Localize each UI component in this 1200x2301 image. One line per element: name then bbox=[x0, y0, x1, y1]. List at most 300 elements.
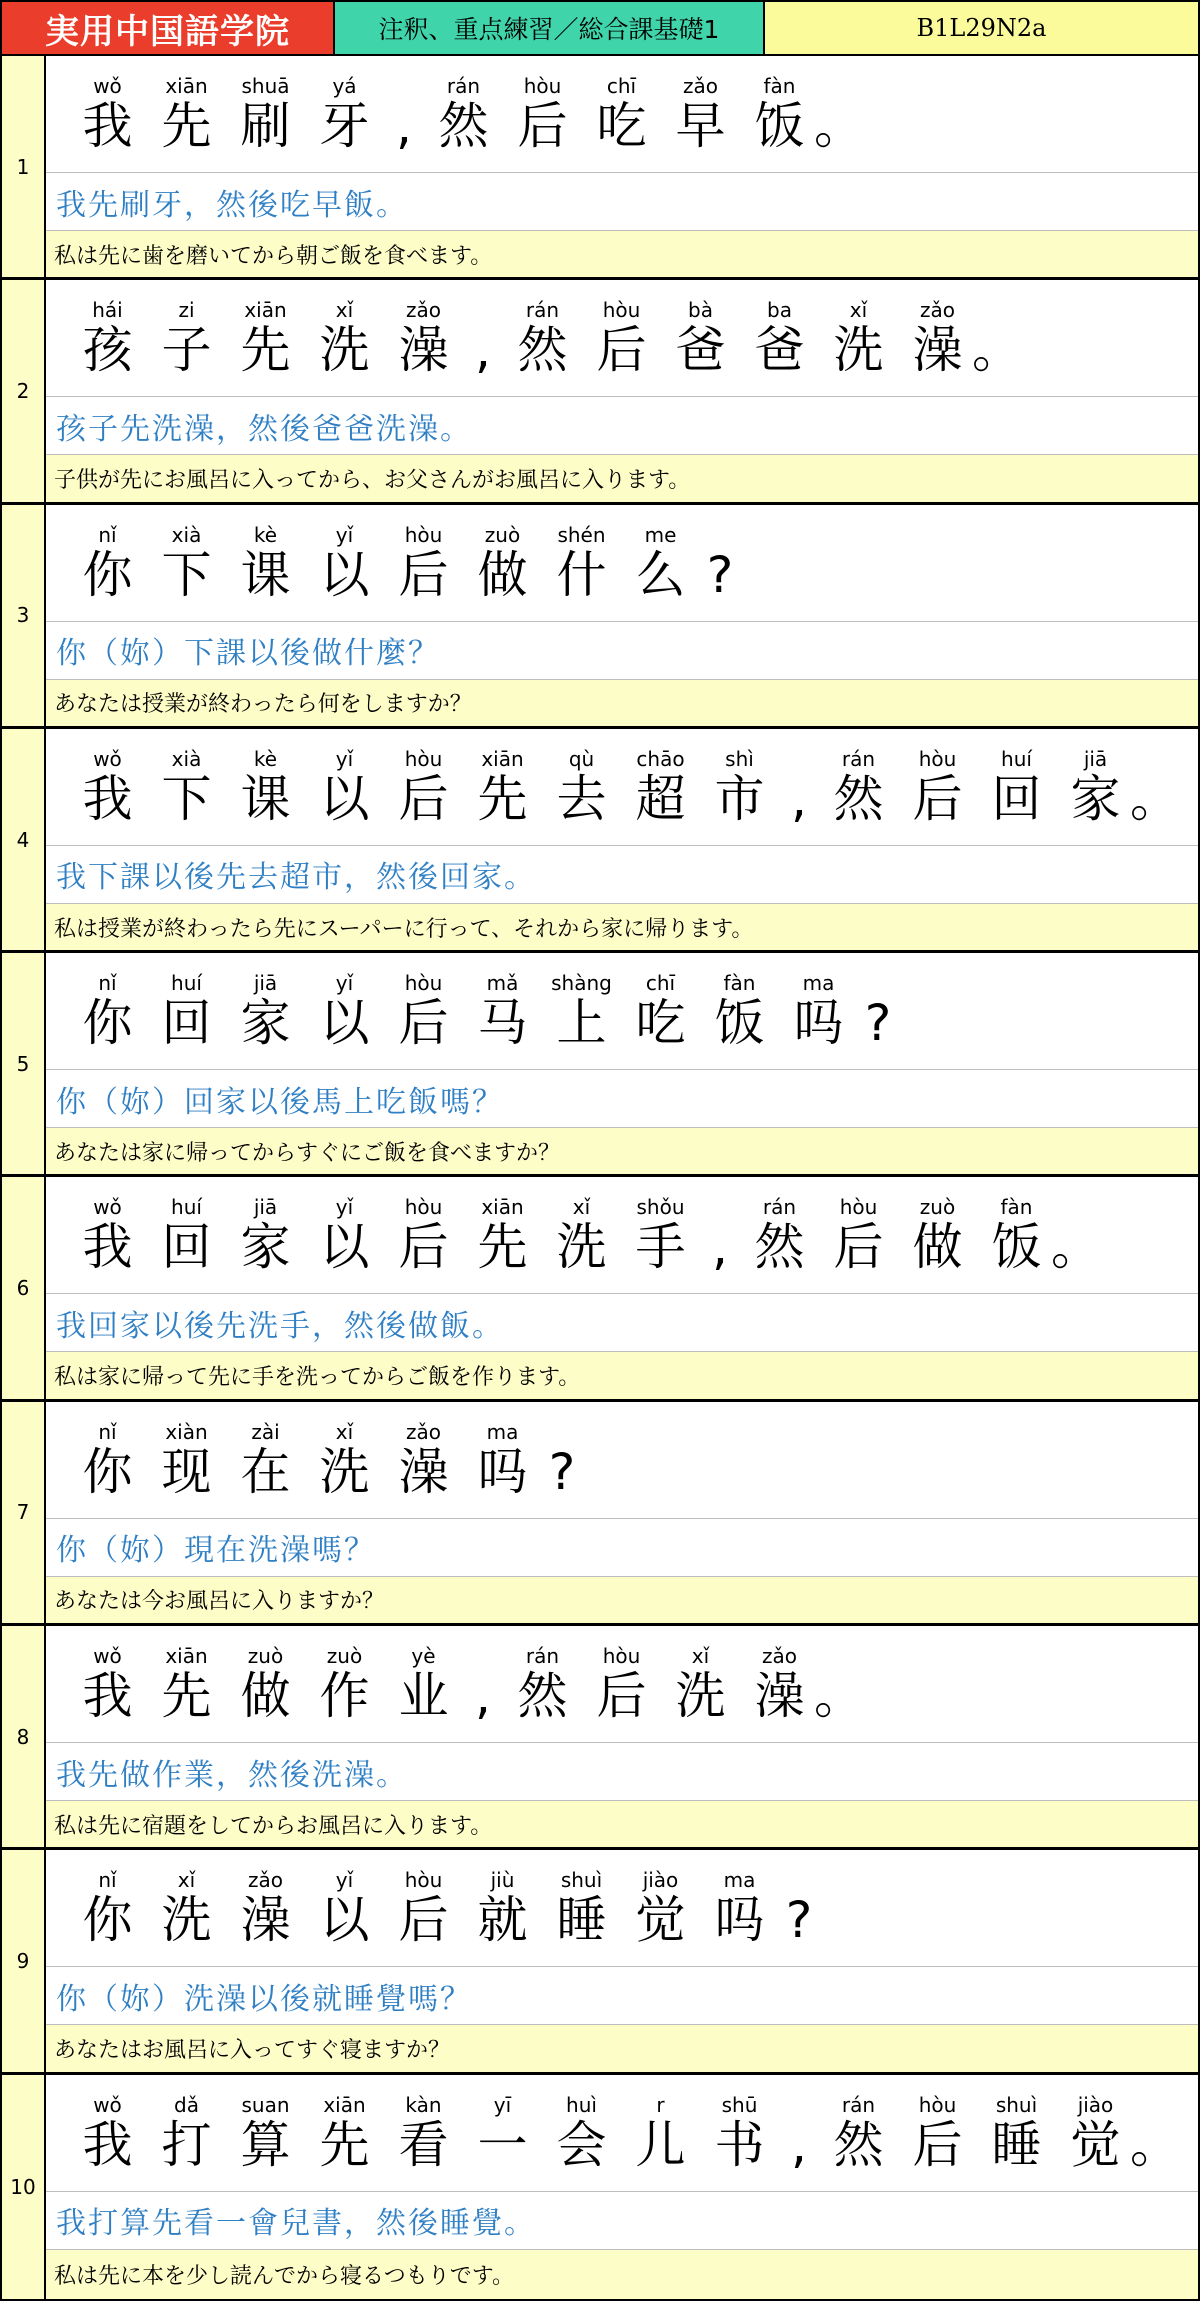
pinyin: shuā bbox=[241, 74, 290, 98]
char-unit bbox=[700, 1195, 740, 1275]
pinyin: nǐ bbox=[98, 1419, 117, 1444]
pinyin: hòu bbox=[523, 74, 562, 98]
school-title: 実用中国語学院 bbox=[2, 2, 335, 54]
pinyin: yǐ bbox=[335, 522, 354, 547]
hanzi: , bbox=[791, 2115, 807, 2174]
hanzi: 后 bbox=[398, 1218, 449, 1277]
char-unit bbox=[384, 74, 424, 154]
pinyin: ma bbox=[723, 1868, 756, 1893]
sentence-content bbox=[46, 505, 1198, 726]
row-number: 4 bbox=[2, 729, 46, 950]
pinyin: xiān bbox=[244, 298, 287, 323]
hanzi: 回 bbox=[161, 994, 212, 1053]
pinyin: xiān bbox=[481, 1195, 524, 1220]
sentence-content bbox=[46, 280, 1198, 501]
char-unit bbox=[621, 1868, 700, 1948]
hanzi: 以 bbox=[319, 994, 370, 1053]
pinyin: shuì bbox=[560, 1868, 603, 1893]
hanzi: 然 bbox=[833, 2115, 884, 2174]
simplified-pinyin-line bbox=[46, 2075, 1198, 2192]
char-unit bbox=[147, 1420, 226, 1500]
pinyin: zuò bbox=[326, 1644, 363, 1669]
pinyin: fàn bbox=[723, 971, 756, 996]
hanzi: 后 bbox=[912, 769, 963, 828]
hanzi: 子 bbox=[161, 321, 212, 380]
traditional-line: 我先做作業，然後洗澡。 bbox=[46, 1743, 1198, 1801]
pinyin: yá bbox=[332, 74, 357, 98]
char-unit bbox=[147, 74, 226, 154]
hanzi: 先 bbox=[477, 1218, 528, 1277]
char-unit bbox=[621, 2093, 700, 2173]
char-unit bbox=[305, 1420, 384, 1500]
pinyin: yī bbox=[493, 2092, 512, 2117]
char-unit bbox=[700, 1868, 779, 1948]
hanzi: 课 bbox=[240, 769, 291, 828]
pinyin: ma bbox=[802, 971, 835, 996]
hanzi: 洗 bbox=[319, 321, 370, 380]
char-unit bbox=[305, 1644, 384, 1724]
row-number: 2 bbox=[2, 280, 46, 501]
hanzi: 马 bbox=[477, 994, 528, 1053]
pinyin: chī bbox=[606, 74, 637, 98]
hanzi: 书 bbox=[714, 2115, 765, 2174]
pinyin: wǒ bbox=[93, 1644, 122, 1669]
char-unit bbox=[68, 298, 147, 378]
hanzi: 你 bbox=[82, 994, 133, 1053]
lesson-subtitle: 注釈、重点練習／総合課基礎1 bbox=[335, 2, 765, 54]
char-unit bbox=[147, 2093, 226, 2173]
header bbox=[2, 2, 1198, 56]
pinyin: yǐ bbox=[335, 1868, 354, 1893]
pinyin: hòu bbox=[404, 971, 443, 996]
hanzi: 睡 bbox=[991, 2115, 1042, 2174]
hanzi: 看 bbox=[398, 2115, 449, 2174]
hanzi: ? bbox=[864, 994, 892, 1053]
sentence-row bbox=[2, 1402, 1198, 1626]
japanese-translation: 子供が先にお風呂に入ってから、お父さんがお風呂に入ります。 bbox=[46, 455, 1198, 501]
simplified-pinyin-line bbox=[46, 56, 1198, 173]
hanzi: 洗 bbox=[675, 1667, 726, 1726]
hanzi: 家 bbox=[240, 1218, 291, 1277]
char-unit bbox=[503, 74, 582, 154]
hanzi: 什 bbox=[556, 545, 607, 604]
hanzi: 然 bbox=[517, 1667, 568, 1726]
hanzi: 然 bbox=[517, 321, 568, 380]
char-unit bbox=[68, 971, 147, 1051]
simplified-pinyin-line bbox=[46, 1177, 1198, 1294]
japanese-translation: 私は授業が終わったら先にスーパーに行って、それから家に帰ります。 bbox=[46, 904, 1198, 950]
char-unit bbox=[305, 1195, 384, 1275]
hanzi: 手 bbox=[635, 1218, 686, 1277]
pinyin: zi bbox=[178, 298, 195, 323]
sentence-content bbox=[46, 56, 1198, 277]
hanzi: 先 bbox=[319, 2115, 370, 2174]
char-unit bbox=[542, 971, 621, 1051]
char-unit bbox=[700, 971, 779, 1051]
char-unit bbox=[226, 747, 305, 827]
pinyin: xǐ bbox=[335, 1419, 354, 1444]
char-unit bbox=[661, 1644, 740, 1724]
char-unit bbox=[305, 971, 384, 1051]
char-unit bbox=[1056, 747, 1135, 827]
hanzi: 然 bbox=[754, 1218, 805, 1277]
hanzi: 后 bbox=[398, 994, 449, 1053]
hanzi: , bbox=[396, 97, 412, 155]
row-number: 8 bbox=[2, 1626, 46, 1847]
char-unit bbox=[542, 1868, 621, 1948]
char-unit bbox=[819, 2093, 898, 2173]
char-unit bbox=[740, 74, 819, 154]
hanzi: 会 bbox=[556, 2115, 607, 2174]
simplified-pinyin-line bbox=[46, 953, 1198, 1070]
traditional-line: 你（妳）下課以後做什麼？ bbox=[46, 622, 1198, 680]
hanzi: 爸 bbox=[754, 321, 805, 380]
sentence-row bbox=[2, 2075, 1198, 2299]
pinyin: hái bbox=[92, 298, 123, 323]
pinyin: wǒ bbox=[93, 2092, 122, 2117]
japanese-translation: あなたは今お風呂に入りますか？ bbox=[46, 1577, 1198, 1623]
hanzi: 现 bbox=[161, 1442, 212, 1501]
char-unit bbox=[898, 298, 977, 378]
char-unit bbox=[305, 747, 384, 827]
hanzi: 一 bbox=[477, 2115, 528, 2174]
sentence-content bbox=[46, 1850, 1198, 2071]
pinyin: hòu bbox=[918, 746, 957, 771]
hanzi: 做 bbox=[912, 1218, 963, 1277]
hanzi: 后 bbox=[398, 1891, 449, 1950]
char-unit bbox=[68, 74, 147, 154]
pinyin: rán bbox=[446, 74, 481, 98]
char-unit bbox=[1056, 2093, 1135, 2173]
hanzi: 洗 bbox=[161, 1891, 212, 1950]
hanzi: ? bbox=[785, 1891, 813, 1950]
pinyin: rán bbox=[525, 298, 560, 323]
hanzi: 在 bbox=[240, 1442, 291, 1501]
hanzi: 洗 bbox=[833, 321, 884, 380]
char-unit bbox=[779, 971, 858, 1051]
simplified-pinyin-line bbox=[46, 1850, 1198, 1967]
char-unit bbox=[463, 1644, 503, 1724]
hanzi: ? bbox=[548, 1442, 576, 1501]
char-unit bbox=[305, 2093, 384, 2173]
hanzi: 。 bbox=[972, 321, 1022, 380]
pinyin: zuò bbox=[484, 522, 521, 547]
pinyin: hòu bbox=[404, 522, 443, 547]
char-unit bbox=[384, 1195, 463, 1275]
hanzi: 后 bbox=[398, 545, 449, 604]
char-unit bbox=[68, 2093, 147, 2173]
row-number: 9 bbox=[2, 1850, 46, 2071]
hanzi: 饭 bbox=[754, 97, 805, 155]
pinyin: xǐ bbox=[177, 1868, 196, 1893]
hanzi: 以 bbox=[319, 545, 370, 604]
pinyin: wǒ bbox=[93, 1195, 122, 1220]
hanzi: 就 bbox=[477, 1891, 528, 1950]
hanzi: 。 bbox=[814, 97, 864, 155]
row-number: 1 bbox=[2, 56, 46, 277]
pinyin: shàng bbox=[551, 971, 612, 996]
char-unit bbox=[384, 1644, 463, 1724]
pinyin: zǎo bbox=[248, 1868, 283, 1893]
traditional-line: 你（妳）洗澡以後就睡覺嗎？ bbox=[46, 1967, 1198, 2025]
char-unit bbox=[463, 2093, 542, 2173]
pinyin: xiān bbox=[481, 746, 524, 771]
pinyin: huí bbox=[1001, 746, 1032, 771]
pinyin: ma bbox=[486, 1419, 519, 1444]
char-unit bbox=[226, 971, 305, 1051]
hanzi: 你 bbox=[82, 545, 133, 604]
char-unit bbox=[661, 74, 740, 154]
pinyin: r bbox=[656, 2092, 665, 2117]
char-unit bbox=[384, 1420, 463, 1500]
char-unit bbox=[147, 747, 226, 827]
hanzi: 然 bbox=[833, 769, 884, 828]
char-unit bbox=[977, 2093, 1056, 2173]
char-unit bbox=[582, 74, 661, 154]
char-unit bbox=[463, 1868, 542, 1948]
hanzi: 以 bbox=[319, 769, 370, 828]
hanzi: 以 bbox=[319, 1891, 370, 1950]
hanzi: 家 bbox=[240, 994, 291, 1053]
pinyin: xǐ bbox=[691, 1644, 710, 1669]
pinyin: zài bbox=[251, 1419, 280, 1444]
hanzi: 上 bbox=[556, 994, 607, 1053]
char-unit bbox=[819, 1195, 898, 1275]
char-unit bbox=[819, 747, 898, 827]
lesson-code: B1L29N2a bbox=[765, 2, 1198, 54]
sentence-row bbox=[2, 1626, 1198, 1850]
char-unit bbox=[1130, 2093, 1180, 2174]
pinyin: shǒu bbox=[636, 1195, 685, 1220]
pinyin: shuì bbox=[995, 2092, 1038, 2117]
traditional-line: 你（妳）回家以後馬上吃飯嗎？ bbox=[46, 1070, 1198, 1128]
japanese-translation: 私は家に帰って先に手を洗ってからご飯を作ります。 bbox=[46, 1352, 1198, 1398]
pinyin: wǒ bbox=[93, 746, 122, 771]
japanese-translation: あなたはお風呂に入ってすぐ寝ますか？ bbox=[46, 2025, 1198, 2071]
pinyin: huí bbox=[171, 971, 202, 996]
hanzi: 课 bbox=[240, 545, 291, 604]
char-unit bbox=[898, 2093, 977, 2173]
pinyin: fàn bbox=[763, 74, 796, 98]
char-unit bbox=[147, 1195, 226, 1275]
char-unit bbox=[147, 523, 226, 603]
pinyin: zǎo bbox=[406, 298, 441, 323]
hanzi: 先 bbox=[477, 769, 528, 828]
hanzi: 后 bbox=[517, 97, 568, 155]
hanzi: 回 bbox=[991, 769, 1042, 828]
pinyin: xiān bbox=[165, 74, 208, 98]
char-unit bbox=[621, 523, 700, 603]
pinyin: xiàn bbox=[165, 1419, 208, 1444]
pinyin: kè bbox=[253, 746, 278, 771]
char-unit bbox=[542, 2093, 621, 2173]
hanzi: 么 bbox=[635, 545, 686, 604]
hanzi: 超 bbox=[635, 769, 686, 828]
char-unit bbox=[384, 1868, 463, 1948]
char-unit bbox=[700, 747, 779, 827]
char-unit bbox=[147, 971, 226, 1051]
pinyin: wǒ bbox=[93, 74, 122, 98]
pinyin: kè bbox=[253, 522, 278, 547]
hanzi: 市 bbox=[714, 769, 765, 828]
hanzi: ? bbox=[706, 545, 734, 604]
hanzi: 早 bbox=[675, 97, 726, 155]
pinyin: mǎ bbox=[486, 971, 519, 996]
simplified-pinyin-line bbox=[46, 1626, 1198, 1743]
pinyin: bà bbox=[688, 298, 713, 323]
char-unit bbox=[700, 2093, 779, 2173]
hanzi: , bbox=[475, 1667, 491, 1726]
pinyin: shén bbox=[557, 522, 606, 547]
pinyin: jiā bbox=[253, 1195, 278, 1220]
sentence-list bbox=[2, 56, 1198, 2299]
sentence-content bbox=[46, 1402, 1198, 1623]
hanzi: 。 bbox=[814, 1667, 864, 1726]
char-unit bbox=[542, 1195, 621, 1275]
char-unit bbox=[463, 747, 542, 827]
hanzi: 算 bbox=[240, 2115, 291, 2174]
sentence-row bbox=[2, 280, 1198, 504]
pinyin: me bbox=[644, 522, 677, 547]
pinyin: yǐ bbox=[335, 971, 354, 996]
hanzi: 刷 bbox=[240, 97, 291, 155]
hanzi: 做 bbox=[477, 545, 528, 604]
hanzi: 然 bbox=[438, 97, 489, 155]
pinyin: chāo bbox=[636, 746, 685, 771]
pinyin: hòu bbox=[918, 2092, 957, 2117]
hanzi: 我 bbox=[82, 2115, 133, 2174]
char-unit bbox=[621, 1195, 700, 1275]
pinyin: xià bbox=[171, 746, 202, 771]
char-unit bbox=[977, 1195, 1056, 1275]
hanzi: 饭 bbox=[714, 994, 765, 1053]
hanzi: 打 bbox=[161, 2115, 212, 2174]
simplified-pinyin-line bbox=[46, 280, 1198, 397]
hanzi: 后 bbox=[596, 321, 647, 380]
hanzi: 觉 bbox=[635, 1891, 686, 1950]
char-unit bbox=[463, 523, 542, 603]
char-unit bbox=[384, 971, 463, 1051]
hanzi: 回 bbox=[161, 1218, 212, 1277]
char-unit bbox=[68, 1420, 147, 1500]
pinyin: jiào bbox=[1077, 2092, 1114, 2117]
row-number: 10 bbox=[2, 2075, 46, 2299]
char-unit bbox=[819, 298, 898, 378]
char-unit bbox=[542, 1420, 582, 1500]
pinyin: qù bbox=[568, 746, 595, 771]
char-unit bbox=[463, 971, 542, 1051]
hanzi: 家 bbox=[1070, 769, 1121, 828]
pinyin: nǐ bbox=[98, 522, 117, 547]
traditional-line: 我打算先看一會兒書，然後睡覺。 bbox=[46, 2192, 1198, 2250]
japanese-translation: あなたは家に帰ってからすぐにご飯を食べますか？ bbox=[46, 1128, 1198, 1174]
pinyin: zǎo bbox=[762, 1644, 797, 1669]
char-unit bbox=[779, 1868, 819, 1948]
row-number: 7 bbox=[2, 1402, 46, 1623]
hanzi: 睡 bbox=[556, 1891, 607, 1950]
char-unit bbox=[972, 298, 1022, 380]
hanzi: 牙 bbox=[319, 97, 370, 155]
hanzi: 做 bbox=[240, 1667, 291, 1726]
hanzi: 吃 bbox=[596, 97, 647, 155]
pinyin: zǎo bbox=[920, 298, 955, 323]
pinyin: jiào bbox=[642, 1868, 679, 1893]
pinyin: xǐ bbox=[572, 1195, 591, 1220]
char-unit bbox=[384, 2093, 463, 2173]
hanzi: 我 bbox=[82, 97, 133, 155]
char-unit bbox=[226, 1644, 305, 1724]
hanzi: 澡 bbox=[912, 321, 963, 380]
sentence-row bbox=[2, 1177, 1198, 1401]
hanzi: 澡 bbox=[398, 1442, 449, 1501]
pinyin: hòu bbox=[602, 1644, 641, 1669]
char-unit bbox=[661, 298, 740, 378]
pinyin: jiā bbox=[1083, 746, 1108, 771]
char-unit bbox=[582, 1644, 661, 1724]
row-number: 3 bbox=[2, 505, 46, 726]
hanzi: , bbox=[475, 321, 491, 380]
hanzi: 吗 bbox=[477, 1442, 528, 1501]
hanzi: 先 bbox=[240, 321, 291, 380]
char-unit bbox=[700, 523, 740, 603]
traditional-line: 你（妳）現在洗澡嗎？ bbox=[46, 1519, 1198, 1577]
pinyin: nǐ bbox=[98, 1868, 117, 1893]
traditional-line: 我先刷牙，然後吃早飯。 bbox=[46, 173, 1198, 231]
char-unit bbox=[68, 1644, 147, 1724]
char-unit bbox=[740, 298, 819, 378]
hanzi: 我 bbox=[82, 1667, 133, 1726]
pinyin: shū bbox=[721, 2092, 758, 2117]
pinyin: xiān bbox=[323, 2092, 366, 2117]
char-unit bbox=[147, 1868, 226, 1948]
hanzi: 后 bbox=[912, 2115, 963, 2174]
pinyin: huí bbox=[171, 1195, 202, 1220]
char-unit bbox=[226, 1868, 305, 1948]
sentence-row bbox=[2, 729, 1198, 953]
pinyin: kàn bbox=[405, 2092, 442, 2117]
pinyin: zuò bbox=[247, 1644, 284, 1669]
hanzi: 作 bbox=[319, 1667, 370, 1726]
hanzi: 觉 bbox=[1070, 2115, 1121, 2174]
char-unit bbox=[740, 1644, 819, 1724]
traditional-line: 孩子先洗澡，然後爸爸洗澡。 bbox=[46, 397, 1198, 455]
char-unit bbox=[463, 1420, 542, 1500]
pinyin: zǎo bbox=[683, 74, 718, 98]
pinyin: zuò bbox=[919, 1195, 956, 1220]
hanzi: 后 bbox=[596, 1667, 647, 1726]
pinyin: yǐ bbox=[335, 1195, 354, 1220]
simplified-pinyin-line bbox=[46, 1402, 1198, 1519]
pinyin: fàn bbox=[1000, 1195, 1033, 1220]
pinyin: jiù bbox=[490, 1868, 515, 1893]
char-unit bbox=[147, 298, 226, 378]
pinyin: xǐ bbox=[335, 298, 354, 323]
char-unit bbox=[384, 298, 463, 378]
char-unit bbox=[503, 1644, 582, 1724]
sentence-content bbox=[46, 1177, 1198, 1398]
char-unit bbox=[503, 298, 582, 378]
hanzi: , bbox=[791, 769, 807, 828]
pinyin: hòu bbox=[404, 746, 443, 771]
char-unit bbox=[542, 523, 621, 603]
sentence-content bbox=[46, 1626, 1198, 1847]
char-unit bbox=[226, 74, 305, 154]
simplified-pinyin-line bbox=[46, 729, 1198, 846]
char-unit bbox=[226, 523, 305, 603]
pinyin: yè bbox=[411, 1644, 436, 1669]
char-unit bbox=[814, 1644, 864, 1726]
char-unit bbox=[740, 1195, 819, 1275]
